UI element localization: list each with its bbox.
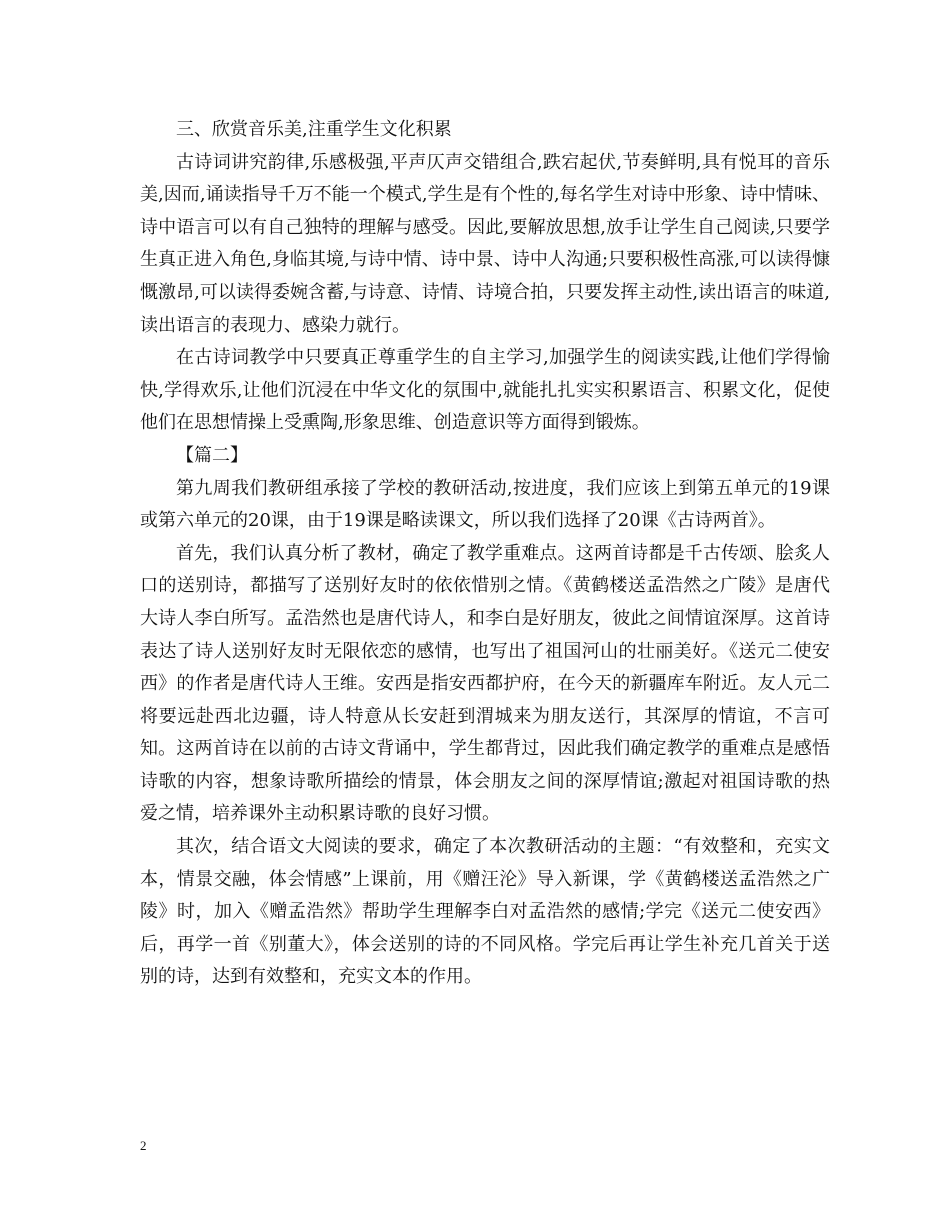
document-body [140, 114, 830, 994]
paragraph-week-nine: 第九周我们教研组承接了学校的教研活动,按进度，我们应该上到第五单元的19课或第六单元的20课，由于19课是略读课文，所以我们选择了20课《古诗两首》。 [140, 477, 830, 532]
paragraph-music-beauty: 古诗词讲究韵律,乐感极强,平声仄声交错组合,跌宕起伏,节奏鲜明,具有悦耳的音乐美,因而,诵读指导千万不能一个模式,学生是有个性的,每名学生对诗中形象、诗中情味、诗中语言可以有自己独特的理解与感受。因此,要解放思想,放手让学生自己阅读,只要学生真正进入角色,身临其境,与诗中情、诗中景、诗中人沟通;只要积极性高涨,可以读得慷慨激昂,可以读得委婉含蓄,与诗意、诗情、诗境合拍，只要发挥主动性,读出语言的味道,读出语言的表现力、感染力就行。 [140, 151, 830, 336]
paragraph-theme: 其次，结合语文大阅读的要求，确定了本次教研活动的主题：“有效整和，充实文本，情景交融，体会情感”上课前，用《赠汪沦》导入新课，学《黄鹤楼送孟浩然之广陵》时，加入《赠孟浩然》帮助学生理解李白对孟浩然的感情;学完《送元二使安西》后，再学一首《别董大》，体会送别的诗的不同风格。学完后再让学生补充几首关于送别的诗，达到有效整和，充实文本的作用。 [140, 836, 830, 988]
paragraph-analysis: 首先，我们认真分析了教材，确定了教学重难点。这两首诗都是千古传颂、脍炙人口的送别诗，都描写了送别好友时的依依惜别之情。《黄鹤楼送孟浩然之广陵》是唐代大诗人李白所写。孟浩然也是唐代诗人，和李白是好朋友，彼此之间情谊深厚。这首诗表达了诗人送别好友时无限依恋的感情，也写出了祖国河山的壮丽美好。《送元二使安西》的作者是唐代诗人王维。安西是指安西都护府，在今天的新疆库车附近。友人元二将要远赴西北边疆，诗人特意从长安赶到渭城来为朋友送行，其深厚的情谊，不言可知。这两首诗在以前的古诗文背诵中，学生都背过，因此我们确定教学的重难点是感悟诗歌的内容，想象诗歌所描绘的情景，体会朋友之间的深厚情谊;激起对祖国诗歌的热爱之情，培养课外主动积累诗歌的良好习惯。 [140, 542, 830, 825]
paragraph-autonomous-learning: 在古诗词教学中只要真正尊重学生的自主学习,加强学生的阅读实践,让他们学得愉快,学得欢乐,让他们沉浸在中华文化的氛围中,就能扎扎实实积累语言、积累文化，促使他们在思想情操上受熏陶,形象思维、创造意识等方面得到锻炼。 [140, 347, 830, 434]
part-two-heading: 【篇二】 [176, 444, 248, 466]
section-three-heading: 三、欣赏音乐美,注重学生文化积累 [176, 119, 452, 140]
page-number: 2 [140, 1138, 147, 1153]
